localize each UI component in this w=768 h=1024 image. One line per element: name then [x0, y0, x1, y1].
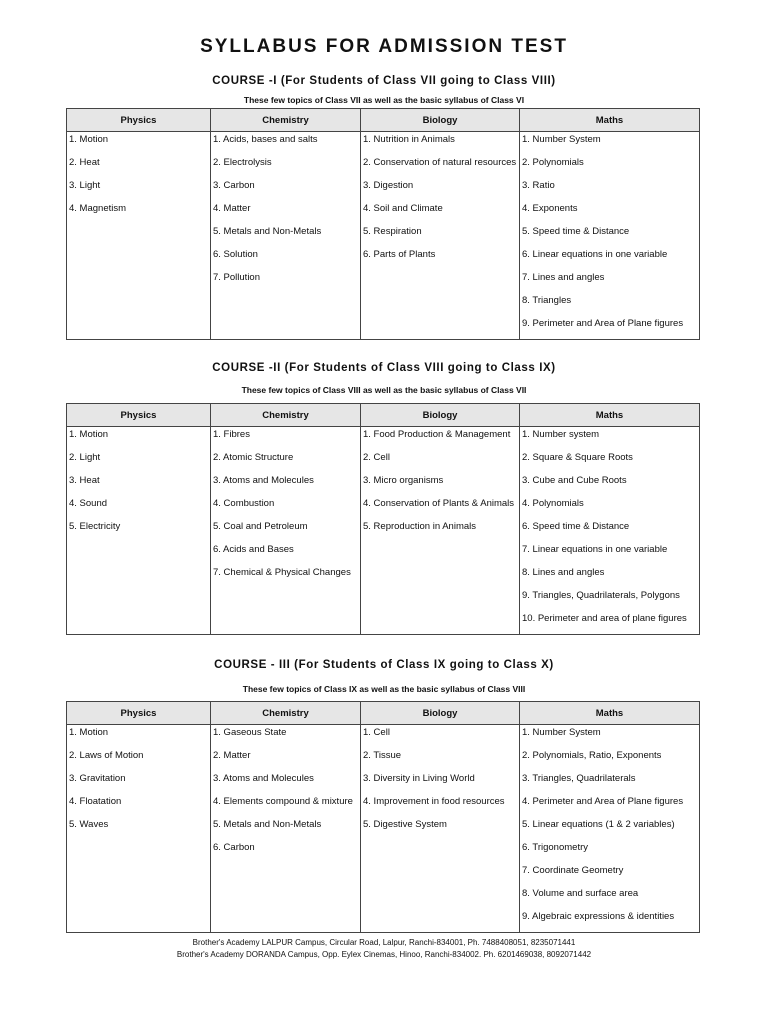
table-header-row — [67, 404, 700, 427]
empty-cell — [361, 863, 519, 886]
list-item: 1. Motion — [69, 727, 109, 738]
table-header-row — [67, 702, 700, 725]
maths-column — [520, 132, 700, 340]
table-body-row — [67, 132, 700, 340]
list-item: 4. Perimeter and Area of Plane figures — [522, 796, 684, 807]
course-1-table — [66, 108, 700, 340]
list-item: 6. Linear equations in one variable — [522, 249, 668, 260]
empty-cell — [67, 224, 210, 247]
footer-doranda-address: Brother's Academy DORANDA Campus, Opp. Eylex Cinemas, Hinoo, Ranchi-834002. Ph. 6201469038, 8092071442 — [176, 950, 592, 959]
header-maths: Maths — [520, 109, 700, 132]
list-item: 2. Tissue — [363, 750, 402, 761]
chemistry-column — [211, 132, 361, 340]
list-item: 8. Triangles — [522, 295, 572, 306]
list-item: 9. Algebraic expressions & identities — [522, 911, 675, 922]
list-item: 5. Metals and Non-Metals — [213, 226, 322, 237]
list-item: 1. Motion — [69, 429, 109, 440]
empty-cell — [211, 611, 360, 634]
list-item: 6. Trigonometry — [522, 842, 588, 853]
list-item: 2. Matter — [213, 750, 251, 761]
empty-cell — [361, 611, 519, 634]
list-item: 1. Food Production & Management — [363, 429, 511, 440]
chemistry-column — [211, 725, 361, 933]
empty-cell — [67, 611, 210, 634]
list-item: 4. Combustion — [213, 498, 275, 509]
biology-column — [361, 427, 520, 635]
empty-cell — [67, 863, 210, 886]
list-item: 4. Magnetism — [69, 203, 127, 214]
empty-cell — [67, 840, 210, 863]
empty-cell — [361, 840, 519, 863]
list-item: 2. Light — [69, 452, 101, 463]
empty-cell — [67, 316, 210, 339]
list-item: 4. Matter — [213, 203, 251, 214]
list-item: 1. Number system — [522, 429, 600, 440]
list-item: 3. Digestion — [363, 180, 414, 191]
course-1-subheading: These few topics of Class VII as well as the basic syllabus of Class VI — [243, 95, 525, 105]
list-item: 7. Coordinate Geometry — [522, 865, 624, 876]
list-item: 3. Heat — [69, 475, 100, 486]
list-item: 6. Acids and Bases — [213, 544, 294, 555]
list-item: 6. Solution — [213, 249, 258, 260]
list-item: 6. Parts of Plants — [363, 249, 436, 260]
list-item: 4. Elements compound & mixture — [213, 796, 353, 807]
empty-cell — [361, 270, 519, 293]
list-item: 2. Polynomials — [522, 157, 584, 168]
page-title: SYLLABUS FOR ADMISSION TEST — [200, 36, 568, 57]
table-body-row — [67, 427, 700, 635]
list-item: 6. Carbon — [213, 842, 255, 853]
list-item: 3. Cube and Cube Roots — [522, 475, 627, 486]
list-item: 6. Speed time & Distance — [522, 521, 630, 532]
header-biology: Biology — [361, 404, 520, 427]
list-item: 3. Light — [69, 180, 101, 191]
footer — [0, 937, 768, 961]
empty-cell — [361, 293, 519, 316]
empty-cell — [361, 316, 519, 339]
empty-cell — [211, 909, 360, 932]
list-item: 5. Respiration — [363, 226, 422, 237]
list-item: 2. Electrolysis — [213, 157, 272, 168]
course-2-table — [66, 403, 700, 635]
empty-cell — [361, 565, 519, 588]
empty-cell — [67, 542, 210, 565]
list-item: 1. Number System — [522, 134, 601, 145]
header-biology: Biology — [361, 702, 520, 725]
list-item: 5. Coal and Petroleum — [213, 521, 308, 532]
empty-cell — [211, 886, 360, 909]
empty-cell — [211, 293, 360, 316]
list-item: 7. Pollution — [213, 272, 261, 283]
list-item: 3. Ratio — [522, 180, 555, 191]
empty-cell — [67, 270, 210, 293]
footer-lalpur-address: Brother's Academy LALPUR Campus, Circular Road, Lalpur, Ranchi-834001, Ph. 7488408051, 8235071441 — [192, 938, 576, 947]
list-item: 5. Reproduction in Animals — [363, 521, 477, 532]
list-item: 1. Motion — [69, 134, 109, 145]
physics-column — [67, 427, 211, 635]
list-item: 2. Atomic Structure — [213, 452, 294, 463]
empty-cell — [67, 886, 210, 909]
header-physics: Physics — [67, 109, 211, 132]
list-item: 4. Soil and Climate — [363, 203, 443, 214]
header-biology: Biology — [361, 109, 520, 132]
course-2-heading: COURSE -II (For Students of Class VIII going to Class IX) — [212, 362, 556, 374]
list-item: 2. Square & Square Roots — [522, 452, 633, 463]
empty-cell — [211, 316, 360, 339]
course-2-subheading: These few topics of Class VIII as well as the basic syllabus of Class VII — [241, 385, 527, 395]
list-item: 7. Linear equations in one variable — [522, 544, 668, 555]
list-item: 1. Acids, bases and salts — [213, 134, 318, 145]
empty-cell — [67, 565, 210, 588]
list-item: 4. Conservation of Plants & Animals — [363, 498, 515, 509]
empty-cell — [67, 909, 210, 932]
list-item: 1. Nutrition in Animals — [363, 134, 455, 145]
list-item: 3. Triangles, Quadrilaterals — [522, 773, 636, 784]
header-maths: Maths — [520, 404, 700, 427]
biology-column — [361, 132, 520, 340]
list-item: 2. Cell — [363, 452, 390, 463]
list-item: 3. Carbon — [213, 180, 255, 191]
list-item: 1. Fibres — [213, 429, 250, 440]
empty-cell — [67, 247, 210, 270]
course-3-table — [66, 701, 700, 933]
biology-column — [361, 725, 520, 933]
chemistry-column — [211, 427, 361, 635]
list-item: 5. Linear equations (1 & 2 variables) — [522, 819, 675, 830]
table-header-row — [67, 109, 700, 132]
list-item: 4. Sound — [69, 498, 108, 509]
empty-cell — [361, 542, 519, 565]
list-item: 10. Perimeter and area of plane figures — [522, 613, 687, 624]
list-item: 5. Digestive System — [363, 819, 447, 830]
list-item: 5. Waves — [69, 819, 109, 830]
list-item: 1. Cell — [363, 727, 390, 738]
table-body-row — [67, 725, 700, 933]
physics-column — [67, 725, 211, 933]
header-chemistry: Chemistry — [211, 404, 361, 427]
list-item: 2. Heat — [69, 157, 100, 168]
list-item: 1. Number System — [522, 727, 601, 738]
list-item: 2. Polynomials, Ratio, Exponents — [522, 750, 662, 761]
list-item: 4. Polynomials — [522, 498, 584, 509]
list-item: 3. Atoms and Molecules — [213, 475, 314, 486]
list-item: 7. Chemical & Physical Changes — [213, 567, 351, 578]
list-item: 9. Perimeter and Area of Plane figures — [522, 318, 684, 329]
list-item: 4. Improvement in food resources — [363, 796, 505, 807]
list-item: 8. Lines and angles — [522, 567, 605, 578]
list-item: 3. Gravitation — [69, 773, 126, 784]
maths-column — [520, 427, 700, 635]
physics-column — [67, 132, 211, 340]
list-item: 3. Micro organisms — [363, 475, 444, 486]
empty-cell — [211, 863, 360, 886]
empty-cell — [361, 886, 519, 909]
list-item: 5. Speed time & Distance — [522, 226, 630, 237]
header-chemistry: Chemistry — [211, 109, 361, 132]
maths-column — [520, 725, 700, 933]
header-chemistry: Chemistry — [211, 702, 361, 725]
list-item: 2. Laws of Motion — [69, 750, 144, 761]
list-item: 2. Conservation of natural resources — [363, 157, 517, 168]
empty-cell — [67, 293, 210, 316]
course-3-heading: COURSE - III (For Students of Class IX going to Class X) — [214, 659, 554, 671]
header-physics: Physics — [67, 404, 211, 427]
list-item: 7. Lines and angles — [522, 272, 605, 283]
list-item: 4. Exponents — [522, 203, 578, 214]
list-item: 8. Volume and surface area — [522, 888, 639, 899]
empty-cell — [67, 588, 210, 611]
empty-cell — [361, 909, 519, 932]
list-item: 4. Floatation — [69, 796, 122, 807]
header-maths: Maths — [520, 702, 700, 725]
empty-cell — [211, 588, 360, 611]
list-item: 5. Metals and Non-Metals — [213, 819, 322, 830]
course-1-heading: COURSE -I (For Students of Class VII going to Class VIII) — [212, 75, 556, 87]
header-physics: Physics — [67, 702, 211, 725]
list-item: 3. Atoms and Molecules — [213, 773, 314, 784]
empty-cell — [361, 588, 519, 611]
list-item: 9. Triangles, Quadrilaterals, Polygons — [522, 590, 680, 601]
list-item: 1. Gaseous State — [213, 727, 287, 738]
list-item: 3. Diversity in Living World — [363, 773, 475, 784]
course-3-subheading: These few topics of Class IX as well as the basic syllabus of Class VIII — [242, 684, 526, 694]
list-item: 5. Electricity — [69, 521, 121, 532]
